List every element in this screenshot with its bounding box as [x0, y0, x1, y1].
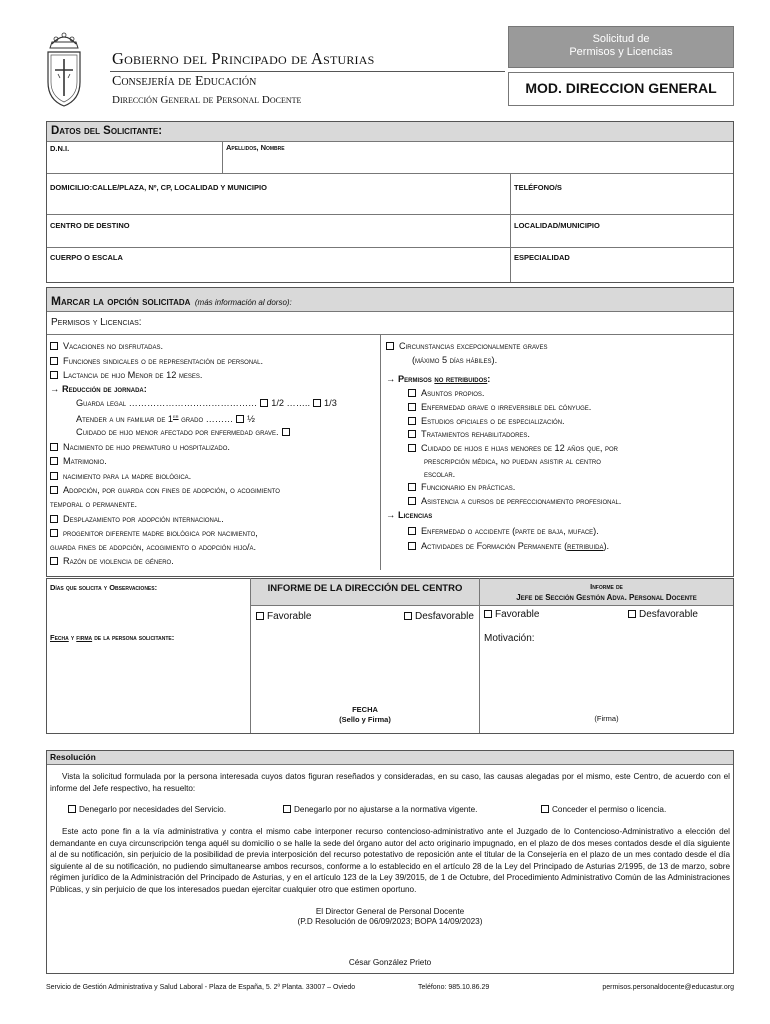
- jefe-informe-de: Informe de: [590, 582, 623, 591]
- reduccion-heading: → Reducción de jornada:: [50, 384, 147, 394]
- checkbox-icon[interactable]: [50, 457, 58, 465]
- checkbox-cuidado[interactable]: [282, 428, 290, 436]
- domicilio-field[interactable]: [50, 194, 506, 212]
- option-nacimiento[interactable]: Nacimiento de hijo prematuro u hospitalizado.: [50, 441, 230, 453]
- option-funciones[interactable]: Funciones sindicales o de representación de personal.: [50, 355, 263, 367]
- resol-denegar-servicio[interactable]: Denegarlo por necesidades del Servicio.: [68, 804, 226, 816]
- checkbox-icon[interactable]: [50, 557, 58, 565]
- dias-label: Días que solicita y Observaciones:: [50, 583, 158, 592]
- option-circunstancias[interactable]: Circunstancias excepcionalmente graves: [386, 340, 548, 352]
- resol-denegar-normativa[interactable]: Denegarlo por no ajustarse a la normativa vigente.: [283, 804, 477, 816]
- option-atender: Atender a un familiar de 1er grado ……… ½: [76, 414, 255, 425]
- especialidad-label: ESPECIALIDAD: [514, 253, 570, 262]
- solicitante-title: Datos del Solicitante:: [51, 125, 163, 137]
- director-name: César González Prieto: [348, 958, 432, 967]
- checkbox-icon[interactable]: [404, 612, 412, 620]
- option-matrimonio[interactable]: Matrimonio.: [50, 455, 107, 467]
- fecha-firma-label: Fecha y firma de la persona solicitante:: [50, 633, 175, 642]
- especialidad-field[interactable]: [514, 264, 730, 280]
- dni-label: D.N.I.: [50, 144, 70, 153]
- solicitud-banner: Solicitud de Permisos y Licencias: [508, 26, 734, 68]
- localidad-label: LOCALIDAD/MUNICIPIO: [514, 221, 600, 230]
- checkbox-icon[interactable]: [50, 472, 58, 480]
- cuerpo-label: CUERPO O ESCALA: [50, 253, 123, 262]
- direccion-fecha: FECHA: [352, 705, 378, 714]
- centro-field[interactable]: [50, 232, 506, 246]
- resolucion-paragraph-2: Este acto pone fin a la vía administrativa y contra el mismo cabe interponer recurso contencioso-administrativo ante el Juzgado de lo Contencioso-Administrativo a elección del demandante en cuya circunscripción tenga aquél su domicilio o se halle la sede del órgano autor del acto originario impugnado, en el plazo de dos meses contados desde el día siguiente al de su notificación, sin perjuicio de la posibilidad de previa interposición del recurso potestativo de reposición ante el titular de la Consejería en el plazo de un mes contado desde el día siguiente al de su notificación, no pudiendo simultanearse ambos recursos, conforme a lo establecido en el artículo 28 de la Ley del Principado de Asturias 2/1995, de 13 de marzo, sobre régimen jurídico de la Administración del Principado de Asturias, y en el artículo 123 de la Ley 39/2015, de 1 de Octubre, del Procedimiento Administrativo Común de las Administraciones Públicas, y sin perjuicio de que los interesados puedan ejercitar cualquier otro que estimen oportuno.: [50, 827, 730, 894]
- option-enfermedad-accidente[interactable]: Enfermedad o accidente (parte de baja, muface).: [408, 525, 599, 537]
- cuerpo-field[interactable]: [50, 264, 506, 280]
- opciones-title: Marcar la opción solicitada: [51, 294, 191, 308]
- option-progenitor[interactable]: progenitor diferente madre biológica por nacimiento,: [50, 527, 258, 539]
- localidad-field[interactable]: [514, 232, 730, 246]
- option-cuidado: Cuidado de hijo menor afectado por enfermedad grave.: [76, 426, 293, 438]
- checkbox-icon[interactable]: [408, 403, 416, 411]
- footer-telefono: Teléfono: 985.10.86.29: [418, 984, 490, 991]
- coat-of-arms: [38, 30, 90, 108]
- option-cuidado-hijos-cont1: prescripción médica, no puedan asistir al centro: [424, 456, 601, 466]
- checkbox-icon[interactable]: [408, 417, 416, 425]
- arrow-right-icon: →: [386, 374, 396, 384]
- jefe-informe-title: Jefe de Sección Gestión Adva. Personal Docente: [516, 593, 697, 602]
- direccion-favorable[interactable]: Favorable: [256, 611, 311, 623]
- mod-label: MOD. DIRECCION GENERAL: [525, 80, 717, 96]
- checkbox-icon[interactable]: [68, 805, 76, 813]
- licencias-heading: → Licencias: [386, 510, 433, 520]
- option-vacaciones[interactable]: Vacaciones no disfrutadas.: [50, 340, 163, 352]
- option-cuidado-hijos[interactable]: Cuidado de hijos e hijas menores de 12 años que, por: [408, 442, 618, 454]
- option-cuidado-hijos-cont2: escolar.: [424, 469, 456, 479]
- resolucion-paragraph-1: Vista la solicitud formulada por la persona interesada cuyos datos figuran reseñados y consideradas, en su caso, las causas alegadas por el mismo, este Centro, de acuerdo con el informe del Jefe respectivo, ha resuelto:: [50, 772, 730, 793]
- domicilio-label: DOMICILIO:CALLE/PLAZA, Nº, CP, LOCALIDAD Y MUNICIPIO: [50, 183, 267, 192]
- option-funcionario[interactable]: Funcionario en prácticas.: [408, 481, 515, 493]
- centro-label: CENTRO DE DESTINO: [50, 221, 130, 230]
- telefonos-label: TELÉFONO/S: [514, 183, 562, 192]
- checkbox-icon[interactable]: [386, 342, 394, 350]
- motivacion-field[interactable]: [484, 646, 729, 706]
- checkbox-icon[interactable]: [283, 805, 291, 813]
- firma-solicitante-field[interactable]: [50, 646, 246, 730]
- footer-servicio: Servicio de Gestión Administrativa y Salud Laboral - Plaza de España, 5. 2º Planta. 33007 – Oviedo: [46, 984, 356, 991]
- checkbox-icon[interactable]: [408, 389, 416, 397]
- opciones-subtitle: Permisos y Licencias:: [51, 317, 142, 328]
- option-enfermedad-conyuge[interactable]: Enfermedad grave o irreversible del cónyuge.: [408, 401, 591, 413]
- checkbox-icon[interactable]: [50, 357, 58, 365]
- option-lactancia[interactable]: Lactancia de hijo Menor de 12 meses.: [50, 369, 202, 381]
- checkbox-icon[interactable]: [50, 529, 58, 537]
- checkbox-icon[interactable]: [408, 483, 416, 491]
- dias-field[interactable]: [50, 595, 246, 627]
- checkbox-icon[interactable]: [628, 610, 636, 618]
- checkbox-half[interactable]: [260, 399, 268, 407]
- option-asuntos[interactable]: Asuntos propios.: [408, 387, 484, 399]
- apellidos-field[interactable]: [226, 154, 730, 172]
- consejeria-title: Consejería de Educación: [112, 74, 257, 89]
- option-adopcion[interactable]: Adopción, por guarda con fines de adopción, o acogimiento: [50, 484, 280, 496]
- option-circunstancias-cont: (máximo 5 días hábiles).: [412, 355, 498, 365]
- telefonos-field[interactable]: [514, 194, 730, 212]
- option-nacimiento-bio[interactable]: nacimiento para la madre biológica.: [50, 470, 191, 482]
- jefe-favorable[interactable]: Favorable: [484, 609, 539, 621]
- director-signature-space: [280, 930, 500, 954]
- direccion-desfavorable[interactable]: Desfavorable: [404, 611, 474, 623]
- checkbox-atender[interactable]: [236, 415, 244, 423]
- asturias-crest-icon: [38, 30, 90, 108]
- option-progenitor-cont: guarda fines de adopción, acogimiento o adopción hijo/a.: [50, 542, 257, 552]
- apellidos-label: Apellidos, Nombre: [226, 143, 285, 152]
- option-actividades[interactable]: Actividades de Formación Permanente (retribuida).: [408, 540, 609, 552]
- header-rule: [110, 71, 505, 72]
- option-violencia[interactable]: Razón de violencia de género.: [50, 555, 174, 567]
- checkbox-third[interactable]: [313, 399, 321, 407]
- no-retribuidos-heading: → Permisos no retribuidos:: [386, 374, 491, 384]
- checkbox-icon[interactable]: [50, 371, 58, 379]
- opciones-note: (más información al dorso):: [194, 298, 292, 307]
- checkbox-icon[interactable]: [408, 527, 416, 535]
- checkbox-icon[interactable]: [484, 610, 492, 618]
- footer-email[interactable]: permisos.personaldocente@educastur.org: [602, 984, 734, 991]
- checkbox-icon[interactable]: [50, 486, 58, 494]
- director-title: El Director General de Personal Docente: [315, 907, 465, 916]
- checkbox-icon[interactable]: [408, 444, 416, 452]
- option-asistencia[interactable]: Asistencia a cursos de perfeccionamiento profesional.: [408, 495, 621, 507]
- direccion-title: Dirección General de Personal Docente: [112, 94, 302, 106]
- resol-conceder[interactable]: Conceder el permiso o licencia.: [541, 804, 666, 816]
- dni-field[interactable]: [50, 154, 218, 172]
- checkbox-icon[interactable]: [541, 805, 549, 813]
- direccion-informe-title: INFORME DE LA DIRECCIÓN DEL CENTRO: [267, 583, 463, 594]
- option-estudios[interactable]: Estudios oficiales o de especialización.: [408, 415, 565, 427]
- option-desplazamiento[interactable]: Desplazamiento por adopción internacional.: [50, 513, 224, 525]
- resolucion-title: Resolución: [50, 752, 96, 762]
- gov-title: Gobierno del Principado de Asturias: [112, 49, 375, 68]
- checkbox-icon[interactable]: [256, 612, 264, 620]
- direccion-sello: (Sello y Firma): [339, 715, 391, 724]
- jefe-firma: (Firma): [594, 714, 619, 723]
- opciones-title-row: [51, 292, 292, 310]
- checkbox-icon[interactable]: [50, 342, 58, 350]
- motivacion-label: Motivación:: [484, 633, 535, 644]
- option-adopcion-cont: temporal o permanente.: [50, 499, 138, 509]
- option-tratamientos[interactable]: Tratamientos rehabilitadores.: [408, 428, 530, 440]
- director-pd: (P.D Resolución de 06/09/2023; BOPA 14/09/2023): [297, 917, 483, 926]
- checkbox-icon[interactable]: [408, 542, 416, 550]
- jefe-desfavorable[interactable]: Desfavorable: [628, 609, 698, 621]
- arrow-right-icon: →: [50, 384, 60, 394]
- checkbox-icon[interactable]: [408, 497, 416, 505]
- option-guarda: Guarda legal …………………………………… 1/2 …….. 1/3: [76, 398, 337, 408]
- checkbox-icon[interactable]: [50, 443, 58, 451]
- checkbox-icon[interactable]: [408, 430, 416, 438]
- arrow-right-icon: →: [386, 510, 396, 520]
- checkbox-icon[interactable]: [50, 515, 58, 523]
